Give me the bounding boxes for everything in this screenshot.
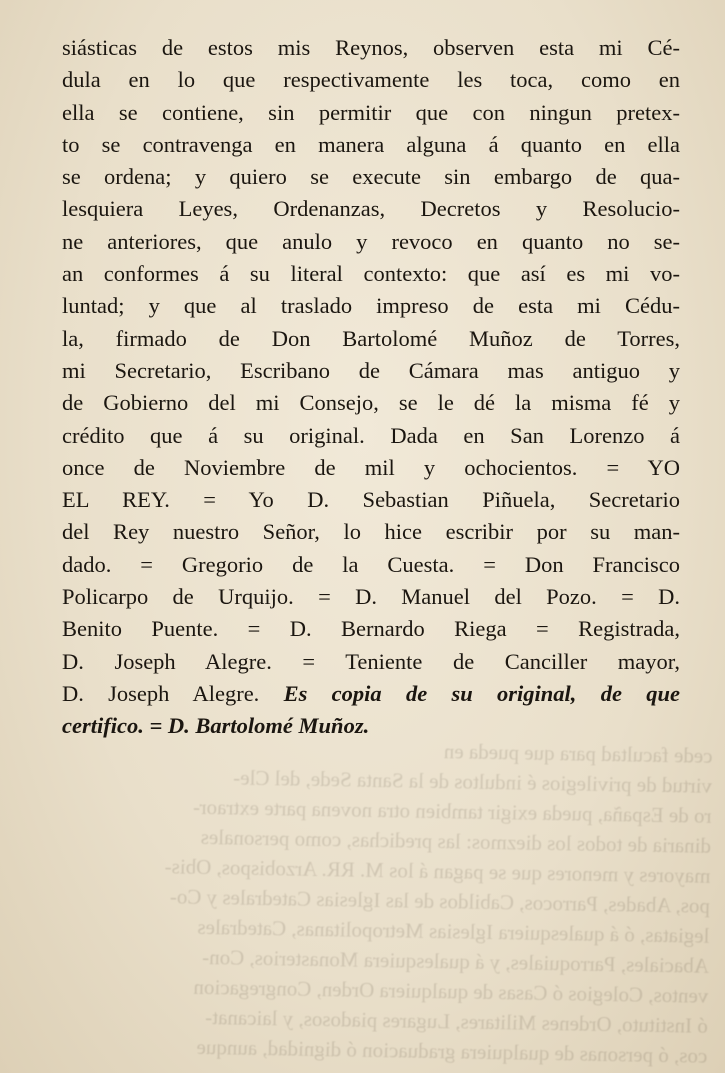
- text-line: luntad; y que al traslado impreso de esta mi Cédu-: [62, 293, 680, 319]
- text-line: dado. = Gregorio de la Cuesta. = Don Francisco: [62, 551, 680, 577]
- text-line: D. Joseph Alegre. = Teniente de Canciller mayor,: [62, 648, 680, 674]
- bleed-line: ro de España, pueda exigir tambien otra novena parte extraor-: [192, 794, 712, 828]
- bleed-line: cos, ó personas de qualquiera graduacion ó dignidad, aunque: [196, 1034, 708, 1068]
- bleed-line: virtud de privilegios é indultos de la Santa Sede, del Cle-: [233, 765, 713, 798]
- text-line: la, firmado de Don Bartolomé Muñoz de Torres,: [62, 325, 680, 351]
- bleed-line: Abaciales, Parroquiales, y á qualesquiera Monasterios, Con-: [201, 944, 710, 978]
- text-line: ne anteriores, que anulo y revoco en quanto no se-: [62, 228, 680, 254]
- bleed-line: ventos, Colegios ó Casas de qualquiera Orden, Congregacion: [193, 974, 709, 1008]
- text-line: once de Noviembre de mil y ochocientos. = YO: [62, 454, 680, 480]
- body-text: [62, 32, 680, 743]
- certification-closing: certifico. = D. Bartolomé Muñoz.: [62, 713, 370, 739]
- text-line-with-italic: [62, 678, 680, 710]
- text-line: Policarpo de Urquijo. = D. Manuel del Pozo. = D.: [62, 584, 680, 610]
- text-line: dula en lo que respectivamente les toca, como en: [62, 67, 680, 93]
- bleed-through-text: [37, 729, 713, 1071]
- text-line: an conformes á su literal contexto: que así es mi vo-: [62, 261, 680, 287]
- certification-text: Es copia de su original, de que: [283, 680, 680, 706]
- bleed-line: ó Instituto, Ordenes Militares, Lugares piadosos, y laicanat-: [205, 1005, 709, 1038]
- text-line: del Rey nuestro Señor, lo hice escribir por su man-: [62, 519, 680, 545]
- text-line: se ordena; y quiero se execute sin embargo de qua-: [62, 164, 680, 190]
- bleed-line: cede facultad para que pueda en: [443, 739, 713, 768]
- text-line: mi Secretario, Escribano de Cámara mas antiguo y: [62, 357, 680, 383]
- bleed-line: dinaria de todos los diezmos: las predichas, como personales: [200, 824, 712, 858]
- text-line: to se contravenga en manera alguna á quanto en ella: [62, 131, 680, 157]
- bleed-line: legiatas, ó á qualesquiera Iglesias Metropolitanas, Catedrales: [197, 914, 710, 948]
- text-line: de Gobierno del mi Consejo, se le dé la misma fé y: [62, 390, 680, 416]
- text-line: siásticas de estos mis Reynos, observen esta mi Cé-: [62, 35, 680, 60]
- bleed-line: pos, Abades, Parrocos, Cabildos de las Iglesias Catedrales y Co-: [169, 884, 711, 918]
- text-line: EL REY. = Yo D. Sebastian Piñuela, Secretario: [62, 487, 680, 513]
- text-line: crédito que á su original. Dada en San Lorenzo á: [62, 422, 680, 448]
- bleed-line: mayores y menores que se pagan á los M. RR. Arzobispos, Obis-: [164, 854, 711, 888]
- signature-name: D. Joseph Alegre.: [62, 680, 260, 706]
- text-line: lesquiera Leyes, Ordenanzas, Decretos y Resolucio-: [62, 196, 680, 222]
- text-line: ella se contiene, sin permitir que con ningun pretex-: [62, 99, 680, 125]
- text-line: Benito Puente. = D. Bernardo Riega = Registrada,: [62, 616, 680, 642]
